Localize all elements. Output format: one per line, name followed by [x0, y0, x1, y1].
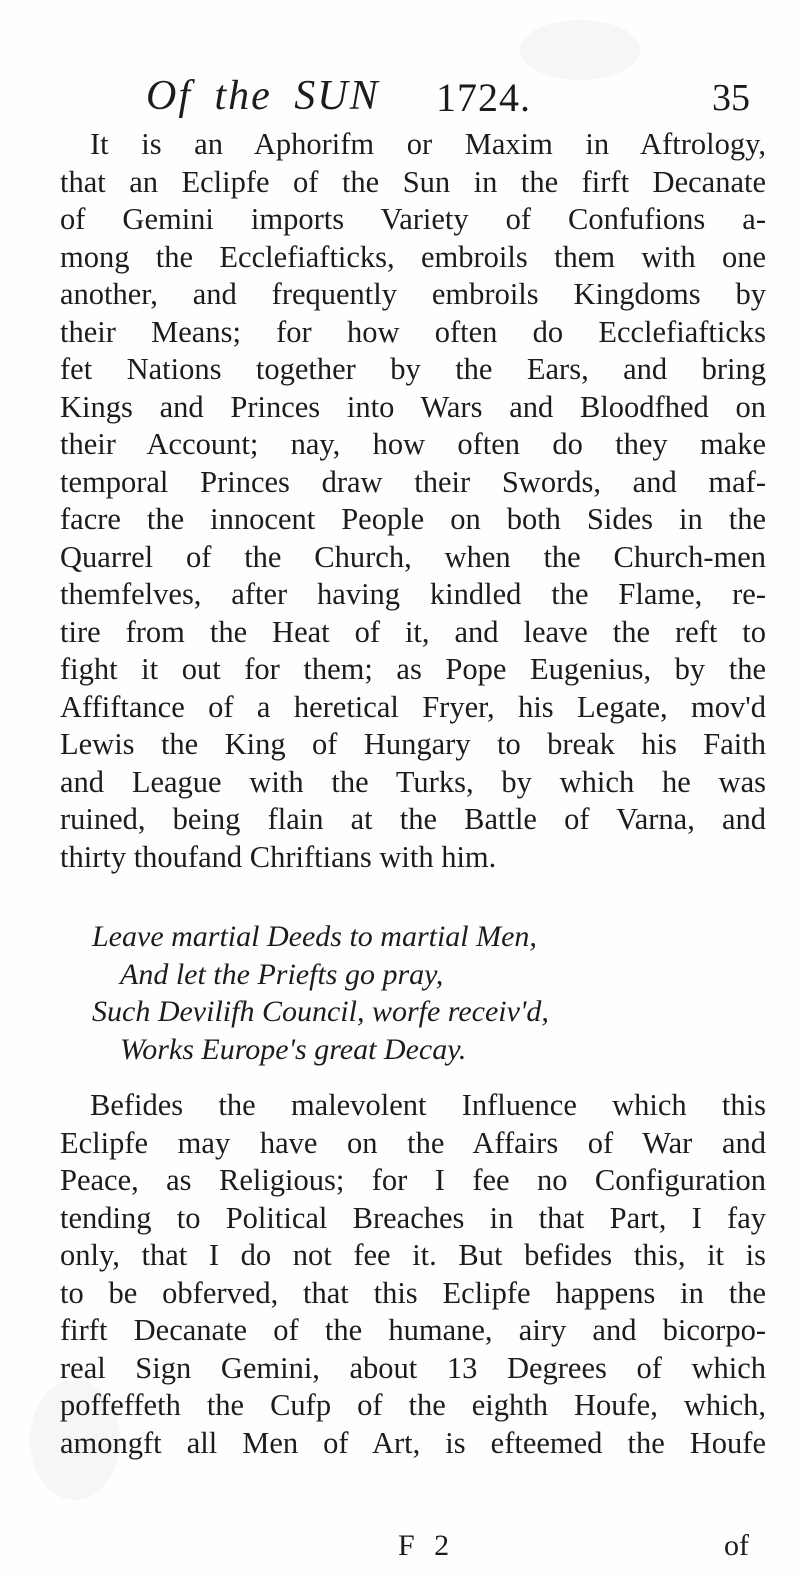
text-line: their Means; for how often do Ecclefiafticks	[60, 314, 766, 349]
text-line: Kings and Princes into Wars and Bloodfhed on	[60, 389, 766, 424]
text-line: It is an Aphorifm or Maxim in Aftrology,	[90, 127, 766, 161]
text-line: Eclipfe may have on the Affairs of War and	[60, 1125, 766, 1160]
text-line: tending to Political Breaches in that Part, I fay	[60, 1200, 766, 1235]
text-line: facre the innocent People on both Sides in the	[60, 502, 766, 536]
text-line: Quarrel of the Church, when the Church-men	[60, 539, 766, 574]
text-line: and League with the Turks, by which he was	[60, 764, 766, 799]
signature-mark: F 2	[398, 1529, 456, 1562]
text-line: to be obferved, that this Eclipfe happens in the	[60, 1275, 766, 1310]
text-line: ruined, being flain at the Battle of Varna, and	[60, 802, 766, 836]
text-line: Befides the malevolent Influence which this	[90, 1088, 766, 1122]
running-title: Of the SUN	[146, 73, 380, 119]
paragraph-first	[60, 126, 766, 876]
running-header	[0, 72, 800, 132]
text-line: Peace, as Religious; for I fee no Configuration	[60, 1163, 766, 1197]
text-line: another, and frequently embroils Kingdoms by	[60, 277, 766, 311]
text-line: thirty thoufand Chriftians with him.	[60, 839, 497, 874]
page-footer	[0, 1529, 800, 1569]
text-line: temporal Princes draw their Swords, and maf-	[60, 464, 766, 499]
catchword: of	[724, 1529, 749, 1562]
text-line: only, that I do not fee it. But befides this, it is	[60, 1238, 766, 1272]
verse-quotation	[92, 918, 752, 1068]
text-line: their Account; nay, how often do they make	[60, 427, 766, 461]
text-line: Lewis the King of Hungary to break his Faith	[60, 727, 766, 761]
text-line: of Gemini imports Variety of Confufions a-	[60, 202, 766, 236]
text-line: that an Eclipfe of the Sun in the firft Decanate	[60, 164, 766, 199]
page-number: 35	[712, 77, 750, 119]
text-line: fight it out for them; as Pope Eugenius, by the	[60, 652, 766, 686]
text-line: fet Nations together by the Ears, and bring	[60, 352, 766, 386]
verse-line: Leave martial Deeds to martial Men,	[92, 920, 537, 953]
text-line: tire from the Heat of it, and leave the reft to	[60, 614, 766, 649]
text-line: themfelves, after having kindled the Flame, re-	[60, 577, 766, 611]
text-line: Affiftance of a heretical Fryer, his Legate, mov'd	[60, 689, 766, 724]
verse-line: Such Devilifh Council, worfe receiv'd,	[92, 995, 549, 1028]
paper-stain	[520, 20, 640, 80]
text-line: poffeffeth the Cufp of the eighth Houfe, which,	[60, 1388, 766, 1422]
paragraph-second	[60, 1087, 766, 1462]
text-line: firft Decanate of the humane, airy and bicorpo-	[60, 1313, 766, 1347]
text-line: amongft all Men of Art, is efteemed the Houfe	[60, 1425, 766, 1460]
verse-line: Works Europe's great Decay.	[120, 1032, 467, 1066]
running-year: 1724.	[436, 75, 531, 120]
text-line: mong the Ecclefiafticks, embroils them with one	[60, 239, 766, 274]
text-line: real Sign Gemini, about 13 Degrees of which	[60, 1350, 766, 1385]
verse-line: And let the Priefts go pray,	[120, 957, 444, 991]
